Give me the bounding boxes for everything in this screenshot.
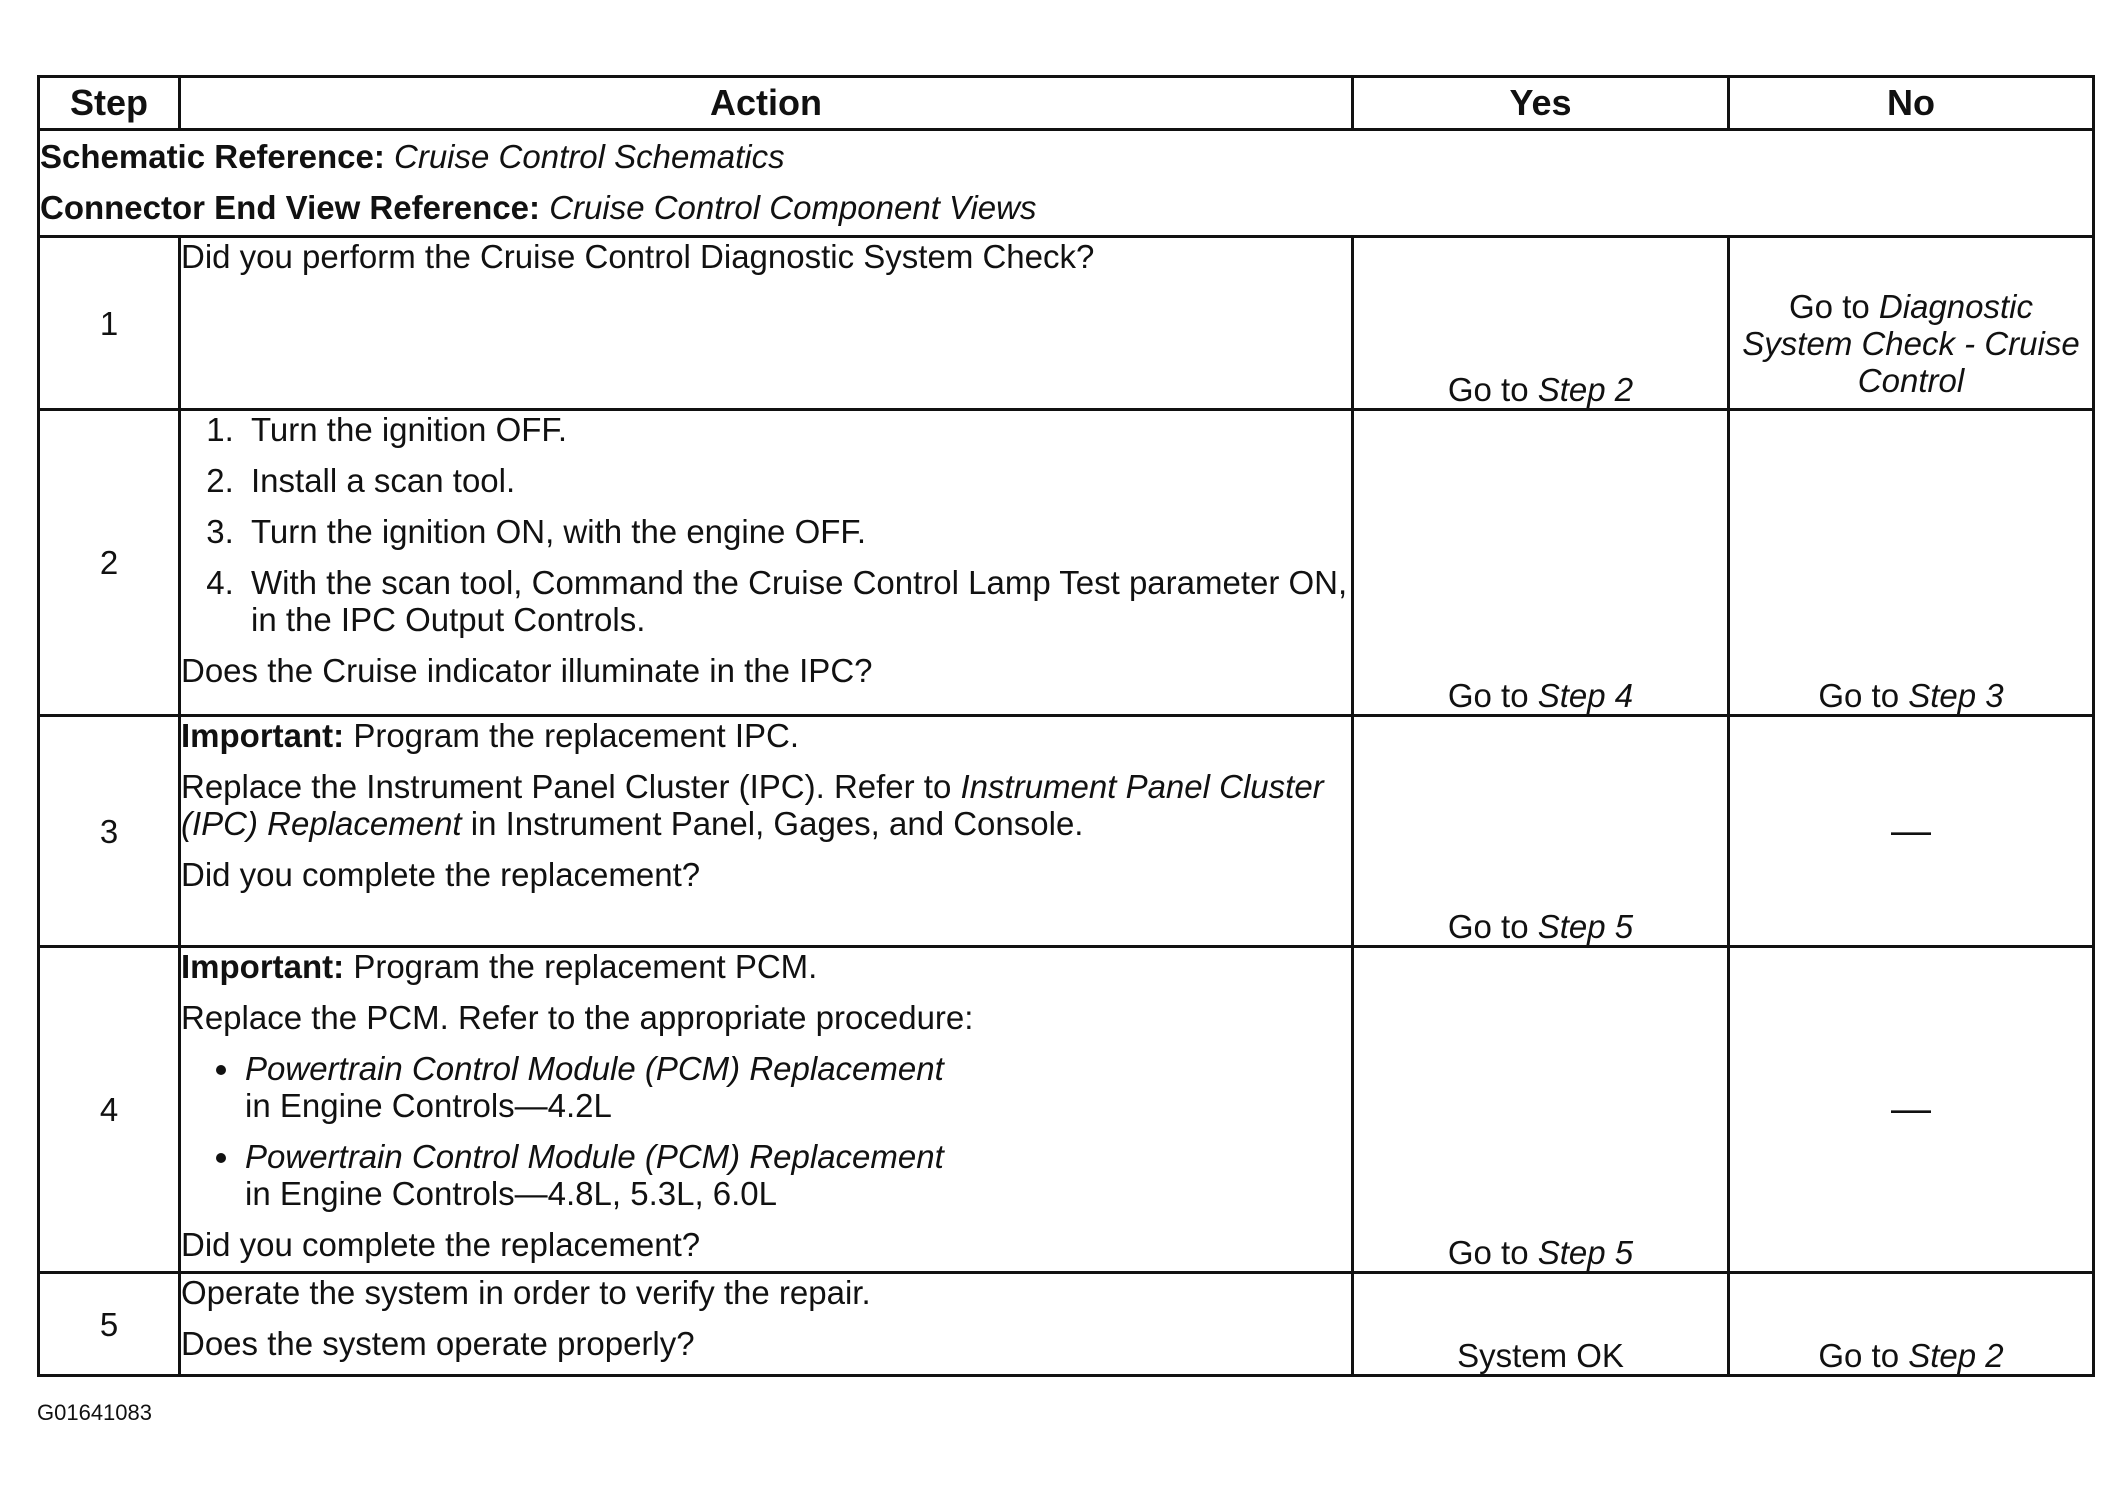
header-step: Step xyxy=(39,77,180,130)
yes-cell: System OK xyxy=(1353,1273,1729,1376)
important-label: Important: xyxy=(181,948,345,985)
no-link[interactable]: Step 2 xyxy=(1908,1337,2004,1374)
question: Did you complete the replacement? xyxy=(181,1226,701,1263)
procedure-bullets xyxy=(181,1050,1351,1212)
reference-cell xyxy=(39,130,2094,237)
action-cell xyxy=(180,716,1353,947)
important-note: Important: Program the replacement PCM. xyxy=(181,948,818,985)
procedure-list xyxy=(181,411,1351,638)
procedure-link[interactable]: Powertrain Control Module (PCM) Replacement xyxy=(245,1138,944,1175)
list-item: 4. With the scan tool, Command the Cruise Control Lamp Test parameter ON, in the IPC Output Controls. xyxy=(243,564,1351,638)
no-cell: Go to Step 3 xyxy=(1729,410,2094,716)
header-yes: Yes xyxy=(1353,77,1729,130)
list-item: 3. Turn the ignition ON, with the engine OFF. xyxy=(243,513,1351,550)
yes-link[interactable]: Step 2 xyxy=(1537,371,1634,408)
header-row xyxy=(39,77,2094,130)
reference-row xyxy=(39,130,2094,237)
schematic-reference-link[interactable]: Cruise Control Schematics xyxy=(394,138,785,175)
action-cell xyxy=(180,237,1353,410)
question: Does the Cruise indicator illuminate in the IPC? xyxy=(181,652,873,689)
no-link[interactable]: Diagnostic System Check - Cruise Control xyxy=(1742,287,2080,399)
step-number: 4 xyxy=(39,947,180,1273)
table-row-step-3 xyxy=(39,716,2094,947)
no-link[interactable]: Step 3 xyxy=(1908,677,2004,714)
procedure-link[interactable]: Powertrain Control Module (PCM) Replacement xyxy=(245,1050,944,1087)
action-cell xyxy=(180,1273,1353,1376)
instruction: Operate the system in order to verify the repair. xyxy=(181,1274,871,1311)
yes-link[interactable]: Step 5 xyxy=(1537,1234,1634,1271)
question: Did you perform the Cruise Control Diagnostic System Check? xyxy=(181,238,1095,275)
table-row-step-5 xyxy=(39,1273,2094,1376)
no-cell: — xyxy=(1729,947,2094,1273)
step-number: 2 xyxy=(39,410,180,716)
yes-link[interactable]: Step 4 xyxy=(1537,677,1634,714)
connector-reference xyxy=(40,182,2092,233)
yes-cell: Go to Step 5 xyxy=(1353,947,1729,1273)
connector-reference-label: Connector End View Reference: xyxy=(40,189,541,226)
no-cell: Go to Diagnostic System Check - Cruise Control xyxy=(1729,237,2094,410)
table-row-step-2 xyxy=(39,410,2094,716)
schematic-reference-label: Schematic Reference: xyxy=(40,138,385,175)
list-item: • Powertrain Control Module (PCM) Replacement in Engine Controls—4.2L xyxy=(243,1050,1351,1124)
step-number: 5 xyxy=(39,1273,180,1376)
header-action: Action xyxy=(180,77,1353,130)
list-item: 1. Turn the ignition OFF. xyxy=(243,411,1351,448)
schematic-reference xyxy=(40,131,2092,182)
yes-link[interactable]: Step 5 xyxy=(1537,908,1634,945)
action-cell xyxy=(180,947,1353,1273)
yes-cell: Go to Step 4 xyxy=(1353,410,1729,716)
important-label: Important: xyxy=(181,717,345,754)
connector-reference-link[interactable]: Cruise Control Component Views xyxy=(549,189,1037,226)
important-note: Important: Program the replacement IPC. xyxy=(181,717,800,754)
header-no: No xyxy=(1729,77,2094,130)
table-row-step-1 xyxy=(39,237,2094,410)
diagnostic-table xyxy=(37,75,2095,1377)
list-item: • Powertrain Control Module (PCM) Replacement in Engine Controls—4.8L, 5.3L, 6.0L xyxy=(243,1138,1351,1212)
no-cell: — xyxy=(1729,716,2094,947)
action-cell xyxy=(180,410,1353,716)
step-number: 1 xyxy=(39,237,180,410)
instruction: Replace the Instrument Panel Cluster (IPC). Refer to Instrument Panel Cluster (IPC) Replacement in Instrument Panel, Gages, and Console. xyxy=(181,768,1324,842)
yes-cell: Go to Step 5 xyxy=(1353,716,1729,947)
procedure-link[interactable]: Instrument Panel Cluster (IPC) Replacement xyxy=(181,768,1324,842)
figure-id: G01641083 xyxy=(37,1400,152,1425)
instruction: Replace the PCM. Refer to the appropriate procedure: xyxy=(181,999,974,1036)
question: Did you complete the replacement? xyxy=(181,856,701,893)
step-number: 3 xyxy=(39,716,180,947)
question: Does the system operate properly? xyxy=(181,1325,695,1362)
table-row-step-4 xyxy=(39,947,2094,1273)
no-cell: Go to Step 2 xyxy=(1729,1273,2094,1376)
yes-cell: Go to Step 2 xyxy=(1353,237,1729,410)
list-item: 2. Install a scan tool. xyxy=(243,462,1351,499)
